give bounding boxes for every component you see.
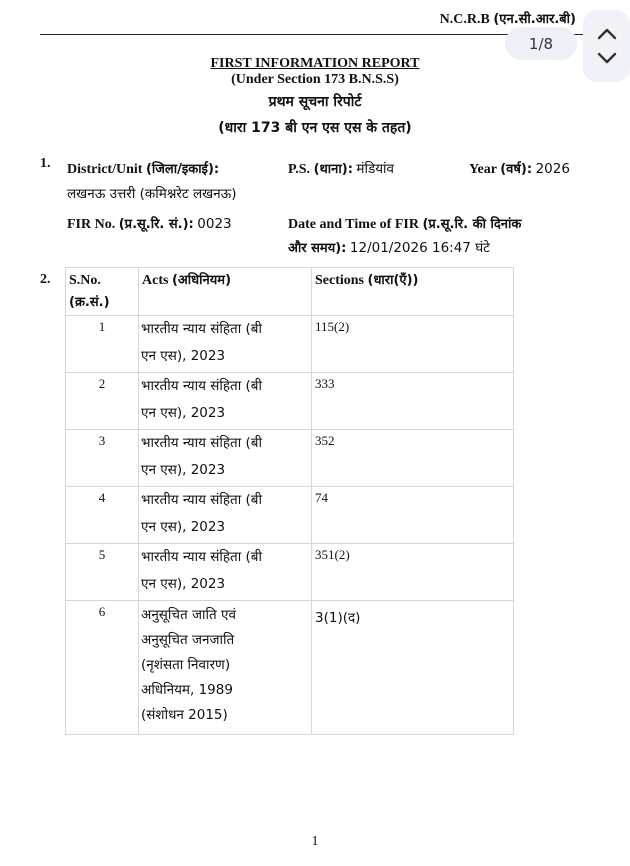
- page-indicator-text: 1/8: [528, 34, 554, 53]
- acts-table: [65, 267, 514, 735]
- act-line: एन एस), 2023: [141, 348, 226, 364]
- year-label: [469, 159, 570, 178]
- ps-value: मंडियांव: [356, 161, 395, 177]
- ncrb-en: N.C.R.B: [439, 12, 490, 27]
- fir-label-en: FIR No.: [67, 217, 116, 232]
- header-sections-en: Sections: [315, 273, 364, 288]
- row-sno: 5: [66, 544, 139, 601]
- fir-value: 0023: [197, 216, 232, 232]
- acts-table-header: [66, 268, 514, 316]
- header-sno-en: S.No.: [69, 273, 101, 288]
- year-label-en: Year: [469, 162, 497, 177]
- district-label-hi: (जिला/इकाई):: [145, 162, 220, 177]
- fir-datetime-label: [288, 214, 521, 233]
- act-line: अनुसूचित जनजाति: [141, 632, 235, 648]
- ncrb-hi: (एन.सी.आर.बी): [493, 12, 576, 27]
- ps-label: [288, 159, 394, 178]
- act-line: भारतीय न्याय संहिता (बी: [141, 435, 262, 451]
- fir-datetime-line2: [288, 238, 490, 257]
- table-row: [66, 373, 514, 430]
- dt-value: 12/01/2026 16:47 घंटे: [349, 240, 490, 256]
- report-subtitle-hindi: (धारा 173 बी एन एस एस के तहत): [218, 120, 412, 136]
- district-label-en: District/Unit: [67, 162, 143, 177]
- row-sno: 6: [66, 601, 139, 735]
- act-line: एन एस), 2023: [141, 576, 226, 592]
- act-line: अनुसूचित जाति एवं: [141, 607, 236, 623]
- row-section: 333: [312, 373, 514, 430]
- act-line: एन एस), 2023: [141, 519, 226, 535]
- act-line: भारतीय न्याय संहिता (बी: [141, 549, 262, 565]
- section-1-number: 1.: [40, 156, 51, 171]
- table-row: [66, 316, 514, 373]
- row-sno: 2: [66, 373, 139, 430]
- report-title: FIRST INFORMATION REPORT: [210, 56, 420, 71]
- row-section: 115(2): [312, 316, 514, 373]
- row-section: 74: [312, 487, 514, 544]
- row-act: [139, 373, 312, 430]
- header-sections: [312, 268, 514, 316]
- act-line: एन एस), 2023: [141, 405, 226, 421]
- act-line: (संशोधन 2015): [141, 707, 228, 723]
- row-act: [139, 316, 312, 373]
- row-act: [139, 544, 312, 601]
- district-label: [67, 159, 219, 178]
- ncrb-header: [440, 9, 576, 28]
- year-label-hi: (वर्ष):: [500, 162, 533, 177]
- report-title-hindi: प्रथम सूचना रिपोर्ट: [268, 94, 362, 110]
- header-sno: [66, 268, 139, 316]
- chevron-up-icon[interactable]: [597, 28, 617, 40]
- header-acts: [139, 268, 312, 316]
- section-2-number: 2.: [40, 272, 51, 287]
- ps-label-hi: (थाना):: [313, 162, 353, 177]
- fir-label-hi: (प्र.सू.रि. सं.):: [118, 217, 194, 232]
- row-act: [139, 430, 312, 487]
- table-row: [66, 487, 514, 544]
- dt-label-hi-1: (प्र.सू.रि. की दिनांक: [422, 217, 522, 232]
- row-sno: 4: [66, 487, 139, 544]
- header-acts-hi: (अधिनियम): [171, 273, 232, 288]
- act-line: (नृशंसता निवारण): [141, 657, 231, 673]
- row-act: [139, 601, 312, 735]
- act-line: अधिनियम, 1989: [141, 682, 233, 698]
- header-acts-en: Acts: [142, 273, 169, 288]
- act-line: भारतीय न्याय संहिता (बी: [141, 492, 262, 508]
- dt-label-hi-2: और समय):: [288, 241, 347, 256]
- row-sno: 1: [66, 316, 139, 373]
- fir-number-label: [67, 214, 232, 233]
- row-act: [139, 487, 312, 544]
- table-row: [66, 544, 514, 601]
- header-sno-hi: (क्र.सं.): [69, 295, 110, 310]
- page-number: 1: [311, 834, 319, 849]
- act-line: एन एस), 2023: [141, 462, 226, 478]
- row-section: 352: [312, 430, 514, 487]
- table-row: [66, 601, 514, 735]
- district-value: लखनऊ उत्तरी (कमिश्नरेट लखनऊ): [67, 186, 237, 202]
- header-sections-hi: (धारा(एँ)): [367, 273, 419, 288]
- act-line: भारतीय न्याय संहिता (बी: [141, 321, 262, 337]
- row-section: 3(1)(द): [312, 601, 514, 735]
- table-row: [66, 430, 514, 487]
- ps-label-en: P.S.: [288, 162, 311, 177]
- report-subtitle: (Under Section 173 B.N.S.S): [231, 72, 399, 87]
- year-value: 2026: [535, 161, 570, 177]
- row-section: 351(2): [312, 544, 514, 601]
- row-sno: 3: [66, 430, 139, 487]
- dt-label-en: Date and Time of FIR: [288, 217, 419, 232]
- act-line: भारतीय न्याय संहिता (बी: [141, 378, 262, 394]
